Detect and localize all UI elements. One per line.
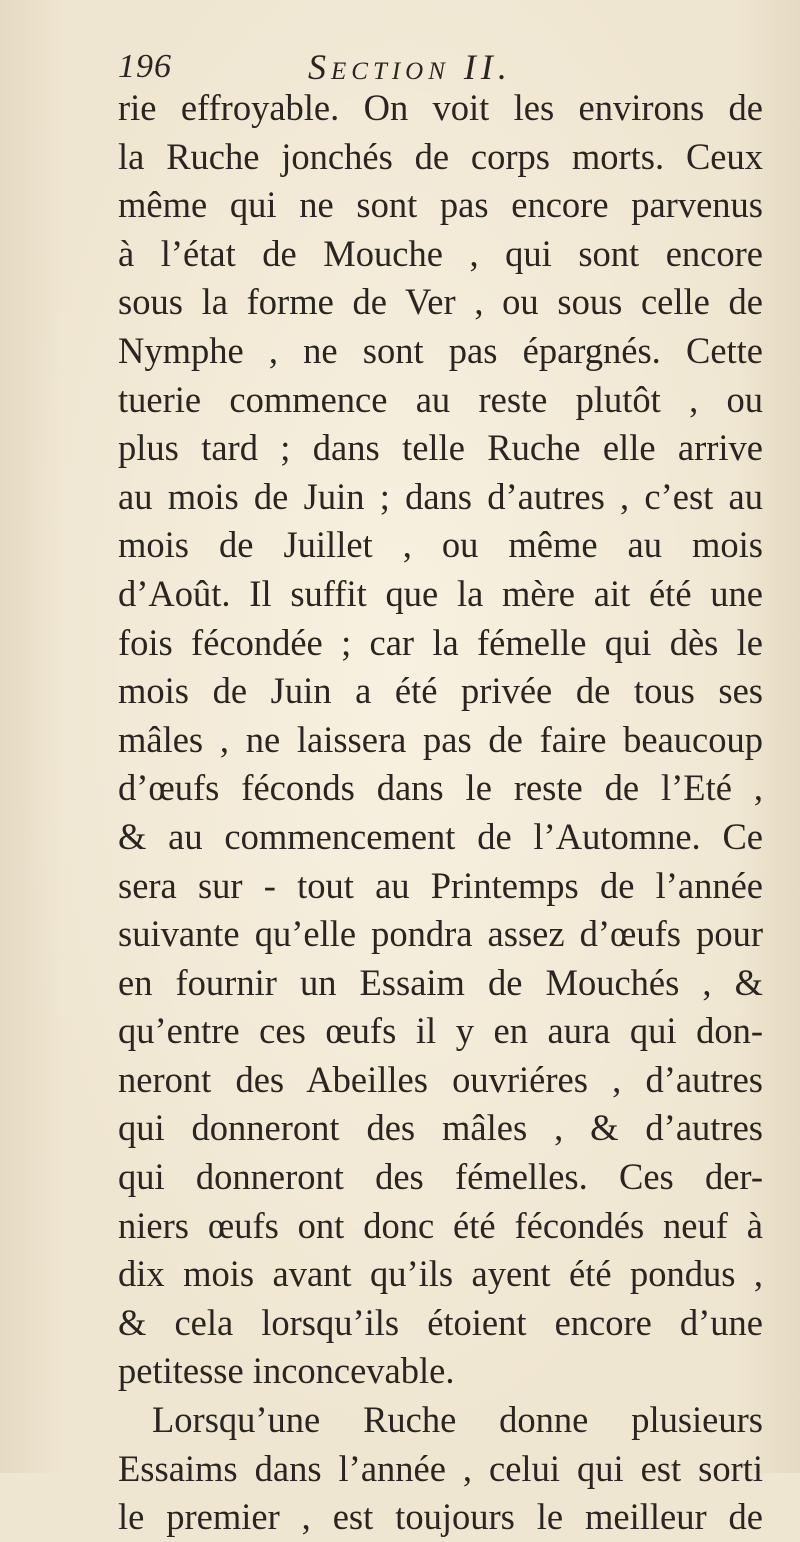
text-line: d’œufs féconds dans le reste de l’Eté , [118, 767, 763, 809]
text-line: à l’état de Mouche , qui sont encore [118, 232, 763, 274]
text-line: Nymphe , ne sont pas épargnés. Cette [118, 329, 763, 371]
text-line: niers œufs ont donc été fécondés neuf à [118, 1204, 763, 1246]
text-line: qui donneront des fémelles. Ces der- [118, 1156, 763, 1198]
text-line: mois de Juin a été privée de tous ses [118, 670, 763, 712]
text-line: tuerie commence au reste plutôt , ou [118, 378, 763, 420]
body-text [118, 84, 763, 1542]
text-line: fois fécondée ; car la fémelle qui dès le [118, 621, 763, 663]
text-line: rie effroyable. On voit les environs de [118, 87, 763, 128]
text-line: dix mois avant qu’ils ayent été pondus , [118, 1253, 763, 1295]
paragraph-end-line: petitesse inconcevable. [118, 1350, 455, 1392]
text-line: mois de Juillet , ou même au mois [118, 524, 763, 566]
text-line: d’Août. Il suffit que la mère ait été une [118, 572, 763, 614]
text-line: sera sur - tout au Printemps de l’année [118, 864, 763, 906]
text-line: même qui ne sont pas encore parvenus [118, 184, 763, 226]
text-line: suivante qu’elle pondra assez d’œufs pour [118, 913, 763, 955]
text-line: mâles , ne laissera pas de faire beaucoup [118, 718, 763, 760]
paragraph-start-line: Lorsqu’une Ruche donne plusieurs [152, 1399, 763, 1441]
text-line: en fournir un Essaim de Mouchés , & [118, 961, 763, 1003]
text-line: qu’entre ces œufs il y en aura qui don- [118, 1010, 763, 1052]
page-number: 196 [118, 48, 172, 85]
text-line: au mois de Juin ; dans d’autres , c’est au [118, 475, 763, 517]
text-line: plus tard ; dans telle Ruche elle arrive [118, 427, 763, 469]
text-line: & cela lorsqu’ils étoient encore d’une [118, 1301, 763, 1343]
text-line: qui donneront des mâles , & d’autres [118, 1107, 763, 1149]
text-line: sous la forme de Ver , ou sous celle de [118, 281, 763, 323]
text-line: neront des Abeilles ouvriéres , d’autres [118, 1058, 763, 1100]
text-line: la Ruche jonchés de corps morts. Ceux [118, 135, 763, 177]
running-head: Section II. [308, 47, 512, 87]
text-line: le premier , est toujours le meilleur de [118, 1496, 763, 1538]
text-line: & au commencement de l’Automne. Ce [118, 815, 763, 857]
text-line: Essaims dans l’année , celui qui est sorti [118, 1447, 763, 1489]
